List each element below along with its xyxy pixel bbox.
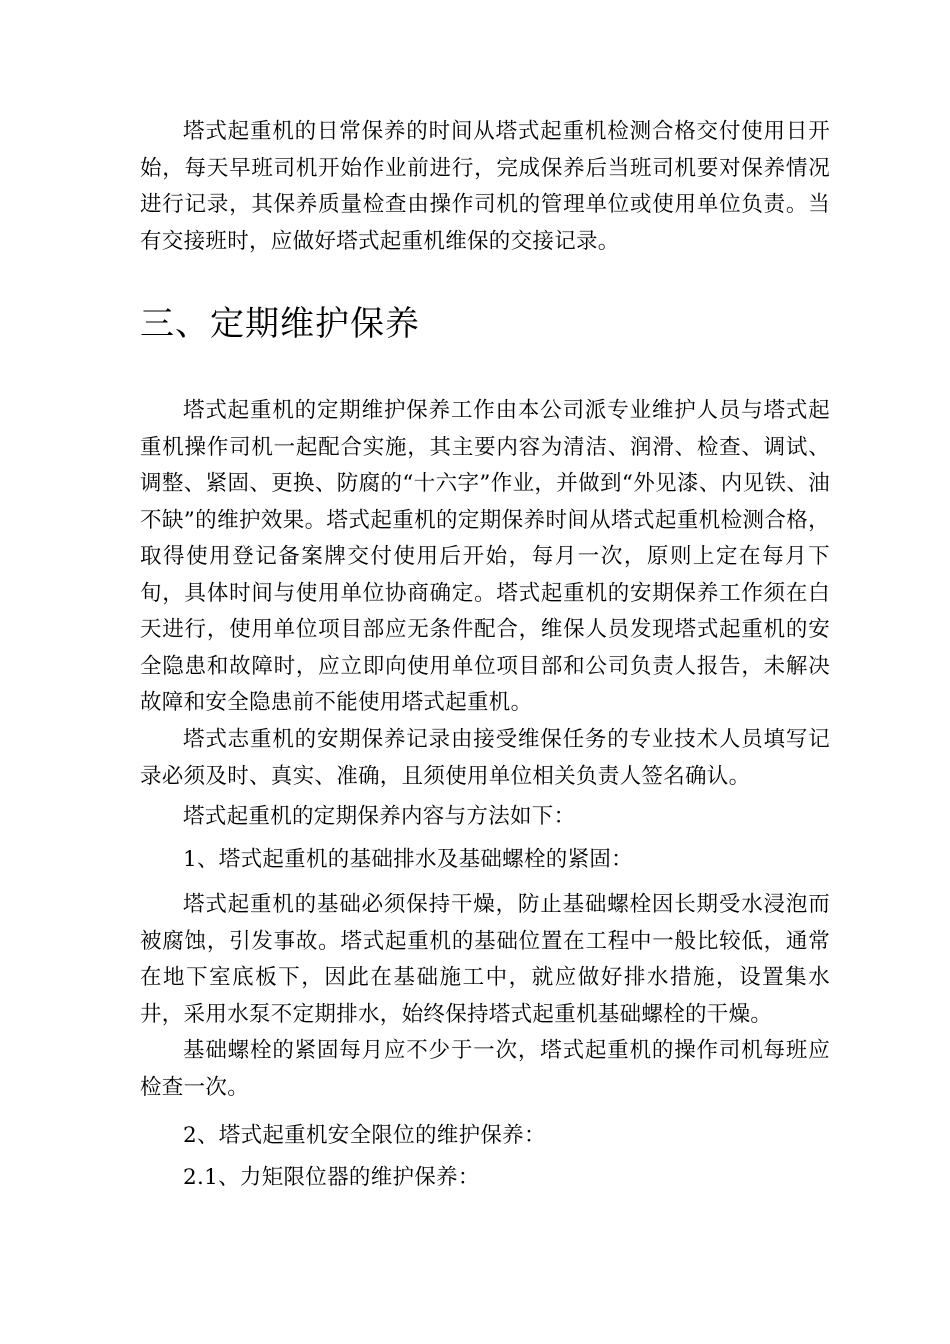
paragraph-daily-maintenance: 塔式起重机的日常保养的时间从塔式起重机检测合格交付使用日开始，每天早班司机开始作业前进行，完成保养后当班司机要对保养情况进行记录，其保养质量检查由操作司机的管理单位或使用单位负责。当有交接班时，应做好塔式起重机维保的交接记录。 <box>140 119 830 254</box>
item-2-heading: 2、塔式起重机安全限位的维护保养： <box>183 1123 546 1148</box>
paragraph-bolt-tightening: 基础螺栓的紧固每月应不少于一次，塔式起重机的操作司机每班应检查一次。 <box>140 1038 830 1100</box>
paragraph-foundation-drainage: 塔式起重机的基础必须保持干燥，防止基础螺栓因长期受水浸泡而被腐蚀，引发事故。塔式起重机的基础位置在工程中一般比较低，通常在地下室底板下，因此在基础施工中，就应做好排水措施，设置集水井，采用水泵不定期排水，始终保持塔式起重机基础螺栓的干燥。 <box>140 892 830 1027</box>
item-2-1-heading: 2.1、力矩限位器的维护保养： <box>183 1165 480 1190</box>
paragraph-content-intro: 塔式起重机的定期保养内容与方法如下： <box>183 804 576 829</box>
section-heading: 三、定期维护保养 <box>140 304 420 344</box>
item-1-heading: 1、塔式起重机的基础排水及基础螺栓的紧固： <box>183 847 633 872</box>
paragraph-maintenance-records: 塔式志重机的安期保养记录由接受维保任务的专业技术人员填写记录必须及时、真实、准确，且须使用单位相关负责人签名确认。 <box>140 727 830 789</box>
paragraph-periodic-maintenance: 塔式起重机的定期维护保养工作由本公司派专业维护人员与塔式起重机操作司机一起配合实施，其主要内容为清洁、润滑、检查、调试、调整、紧固、更换、防腐的“十六字”作业，并做到“外见漆、内见铁、油不缺”的维护效果。塔式起重机的定期保养时间从塔式起重机检测合格，取得使用登记备案牌交付使用后开始，每月一次，原则上定在每月下旬，具体时间与使用单位协商确定。塔式起重机的安期保养工作须在白天进行，使用单位项目部应无条件配合，维保人员发现塔式起重机的安全隐患和故障时，应立即向使用单位项目部和公司负责人报告，未解决故障和安全隐患前不能使用塔式起重机。 <box>140 398 830 715</box>
